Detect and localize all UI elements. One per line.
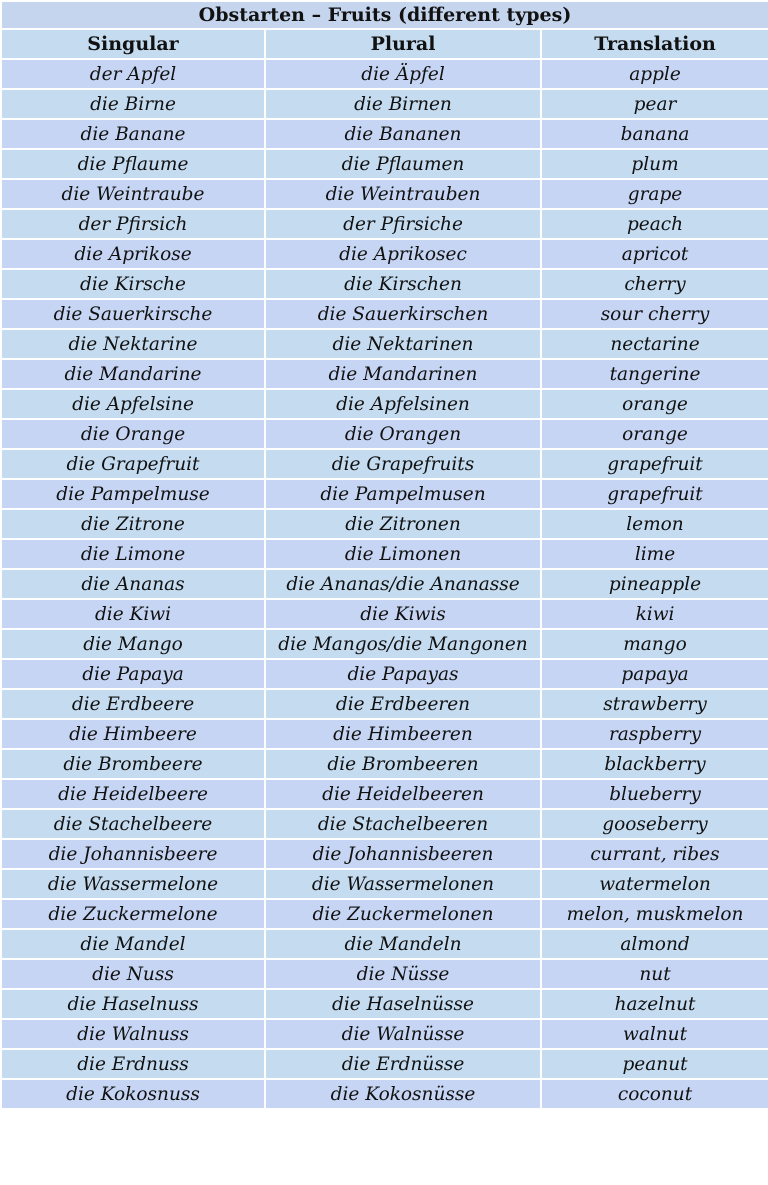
- table-row: [1, 929, 768, 959]
- translation-cell: watermelon: [541, 869, 768, 899]
- table-row: [1, 989, 768, 1019]
- table-row: [1, 569, 768, 599]
- plural-cell: die Äpfel: [265, 59, 541, 89]
- translation-cell: lime: [541, 539, 768, 569]
- translation-cell: blackberry: [541, 749, 768, 779]
- singular-cell: die Grapefruit: [1, 449, 265, 479]
- translation-cell: almond: [541, 929, 768, 959]
- singular-cell: die Banane: [1, 119, 265, 149]
- plural-cell: die Walnüsse: [265, 1019, 541, 1049]
- table-row: [1, 449, 768, 479]
- singular-cell: der Pfirsich: [1, 209, 265, 239]
- plural-cell: die Pampelmusen: [265, 479, 541, 509]
- translation-cell: cherry: [541, 269, 768, 299]
- plural-cell: die Erdnüsse: [265, 1049, 541, 1079]
- singular-cell: die Erdnuss: [1, 1049, 265, 1079]
- plural-cell: die Haselnüsse: [265, 989, 541, 1019]
- translation-cell: banana: [541, 119, 768, 149]
- plural-cell: die Wassermelonen: [265, 869, 541, 899]
- singular-cell: die Walnuss: [1, 1019, 265, 1049]
- table-title: Obstarten – Fruits (different types): [1, 1, 768, 29]
- table-row: [1, 809, 768, 839]
- table-row: [1, 629, 768, 659]
- singular-cell: die Haselnuss: [1, 989, 265, 1019]
- translation-cell: walnut: [541, 1019, 768, 1049]
- translation-cell: strawberry: [541, 689, 768, 719]
- singular-cell: die Sauerkirsche: [1, 299, 265, 329]
- plural-cell: der Pfirsiche: [265, 209, 541, 239]
- translation-cell: papaya: [541, 659, 768, 689]
- plural-cell: die Sauerkirschen: [265, 299, 541, 329]
- singular-cell: die Mango: [1, 629, 265, 659]
- table-row: [1, 1079, 768, 1109]
- singular-cell: die Limone: [1, 539, 265, 569]
- translation-cell: plum: [541, 149, 768, 179]
- table-row: [1, 959, 768, 989]
- plural-cell: die Grapefruits: [265, 449, 541, 479]
- table-body: [1, 59, 768, 1109]
- translation-cell: pineapple: [541, 569, 768, 599]
- table-row: [1, 239, 768, 269]
- translation-cell: currant, ribes: [541, 839, 768, 869]
- table-row: [1, 599, 768, 629]
- table-row: [1, 359, 768, 389]
- singular-cell: die Pflaume: [1, 149, 265, 179]
- table-row: [1, 329, 768, 359]
- table-row: [1, 89, 768, 119]
- singular-cell: die Nuss: [1, 959, 265, 989]
- singular-cell: die Apfelsine: [1, 389, 265, 419]
- singular-cell: die Weintraube: [1, 179, 265, 209]
- table-row: [1, 719, 768, 749]
- translation-cell: grape: [541, 179, 768, 209]
- plural-cell: die Nektarinen: [265, 329, 541, 359]
- translation-cell: raspberry: [541, 719, 768, 749]
- plural-cell: die Kokosnüsse: [265, 1079, 541, 1109]
- translation-cell: melon, muskmelon: [541, 899, 768, 929]
- table-row: [1, 839, 768, 869]
- translation-cell: gooseberry: [541, 809, 768, 839]
- header-row: [1, 29, 768, 59]
- translation-cell: orange: [541, 389, 768, 419]
- singular-cell: die Papaya: [1, 659, 265, 689]
- translation-cell: nectarine: [541, 329, 768, 359]
- translation-cell: apricot: [541, 239, 768, 269]
- title-row: [1, 1, 768, 29]
- translation-cell: pear: [541, 89, 768, 119]
- table-row: [1, 209, 768, 239]
- singular-cell: die Johannisbeere: [1, 839, 265, 869]
- translation-cell: sour cherry: [541, 299, 768, 329]
- singular-cell: die Stachelbeere: [1, 809, 265, 839]
- table-row: [1, 749, 768, 779]
- plural-cell: die Aprikosec: [265, 239, 541, 269]
- translation-cell: nut: [541, 959, 768, 989]
- translation-cell: lemon: [541, 509, 768, 539]
- plural-cell: die Orangen: [265, 419, 541, 449]
- translation-cell: tangerine: [541, 359, 768, 389]
- singular-cell: die Aprikose: [1, 239, 265, 269]
- plural-cell: die Nüsse: [265, 959, 541, 989]
- table-row: [1, 539, 768, 569]
- column-header-translation: Translation: [541, 29, 768, 59]
- table-row: [1, 779, 768, 809]
- table-row: [1, 119, 768, 149]
- table-row: [1, 1019, 768, 1049]
- translation-cell: coconut: [541, 1079, 768, 1109]
- singular-cell: die Heidelbeere: [1, 779, 265, 809]
- table-row: [1, 869, 768, 899]
- table-row: [1, 1049, 768, 1079]
- plural-cell: die Apfelsinen: [265, 389, 541, 419]
- singular-cell: die Kiwi: [1, 599, 265, 629]
- translation-cell: peanut: [541, 1049, 768, 1079]
- singular-cell: die Zitrone: [1, 509, 265, 539]
- table-row: [1, 899, 768, 929]
- table-row: [1, 269, 768, 299]
- table-row: [1, 659, 768, 689]
- singular-cell: die Kirsche: [1, 269, 265, 299]
- table-row: [1, 509, 768, 539]
- singular-cell: die Brombeere: [1, 749, 265, 779]
- plural-cell: die Papayas: [265, 659, 541, 689]
- table-row: [1, 389, 768, 419]
- translation-cell: grapefruit: [541, 449, 768, 479]
- plural-cell: die Heidelbeeren: [265, 779, 541, 809]
- plural-cell: die Mangos/die Mangonen: [265, 629, 541, 659]
- singular-cell: die Himbeere: [1, 719, 265, 749]
- singular-cell: die Mandarine: [1, 359, 265, 389]
- translation-cell: kiwi: [541, 599, 768, 629]
- plural-cell: die Pflaumen: [265, 149, 541, 179]
- singular-cell: die Kokosnuss: [1, 1079, 265, 1109]
- translation-cell: mango: [541, 629, 768, 659]
- singular-cell: die Wassermelone: [1, 869, 265, 899]
- singular-cell: die Ananas: [1, 569, 265, 599]
- translation-cell: hazelnut: [541, 989, 768, 1019]
- plural-cell: die Stachelbeeren: [265, 809, 541, 839]
- plural-cell: die Limonen: [265, 539, 541, 569]
- translation-cell: blueberry: [541, 779, 768, 809]
- table-row: [1, 299, 768, 329]
- translation-cell: apple: [541, 59, 768, 89]
- plural-cell: die Weintrauben: [265, 179, 541, 209]
- singular-cell: die Erdbeere: [1, 689, 265, 719]
- column-header-singular: Singular: [1, 29, 265, 59]
- plural-cell: die Kirschen: [265, 269, 541, 299]
- translation-cell: peach: [541, 209, 768, 239]
- table-row: [1, 689, 768, 719]
- singular-cell: der Apfel: [1, 59, 265, 89]
- singular-cell: die Nektarine: [1, 329, 265, 359]
- singular-cell: die Orange: [1, 419, 265, 449]
- table-row: [1, 179, 768, 209]
- singular-cell: die Mandel: [1, 929, 265, 959]
- plural-cell: die Birnen: [265, 89, 541, 119]
- plural-cell: die Zuckermelonen: [265, 899, 541, 929]
- singular-cell: die Pampelmuse: [1, 479, 265, 509]
- plural-cell: die Mandeln: [265, 929, 541, 959]
- column-header-plural: Plural: [265, 29, 541, 59]
- plural-cell: die Brombeeren: [265, 749, 541, 779]
- plural-cell: die Ananas/die Ananasse: [265, 569, 541, 599]
- table-row: [1, 59, 768, 89]
- plural-cell: die Erdbeeren: [265, 689, 541, 719]
- plural-cell: die Himbeeren: [265, 719, 541, 749]
- plural-cell: die Bananen: [265, 119, 541, 149]
- plural-cell: die Mandarinen: [265, 359, 541, 389]
- plural-cell: die Johannisbeeren: [265, 839, 541, 869]
- translation-cell: orange: [541, 419, 768, 449]
- plural-cell: die Zitronen: [265, 509, 541, 539]
- table-row: [1, 419, 768, 449]
- singular-cell: die Birne: [1, 89, 265, 119]
- singular-cell: die Zuckermelone: [1, 899, 265, 929]
- translation-cell: grapefruit: [541, 479, 768, 509]
- plural-cell: die Kiwis: [265, 599, 541, 629]
- table-row: [1, 479, 768, 509]
- table-row: [1, 149, 768, 179]
